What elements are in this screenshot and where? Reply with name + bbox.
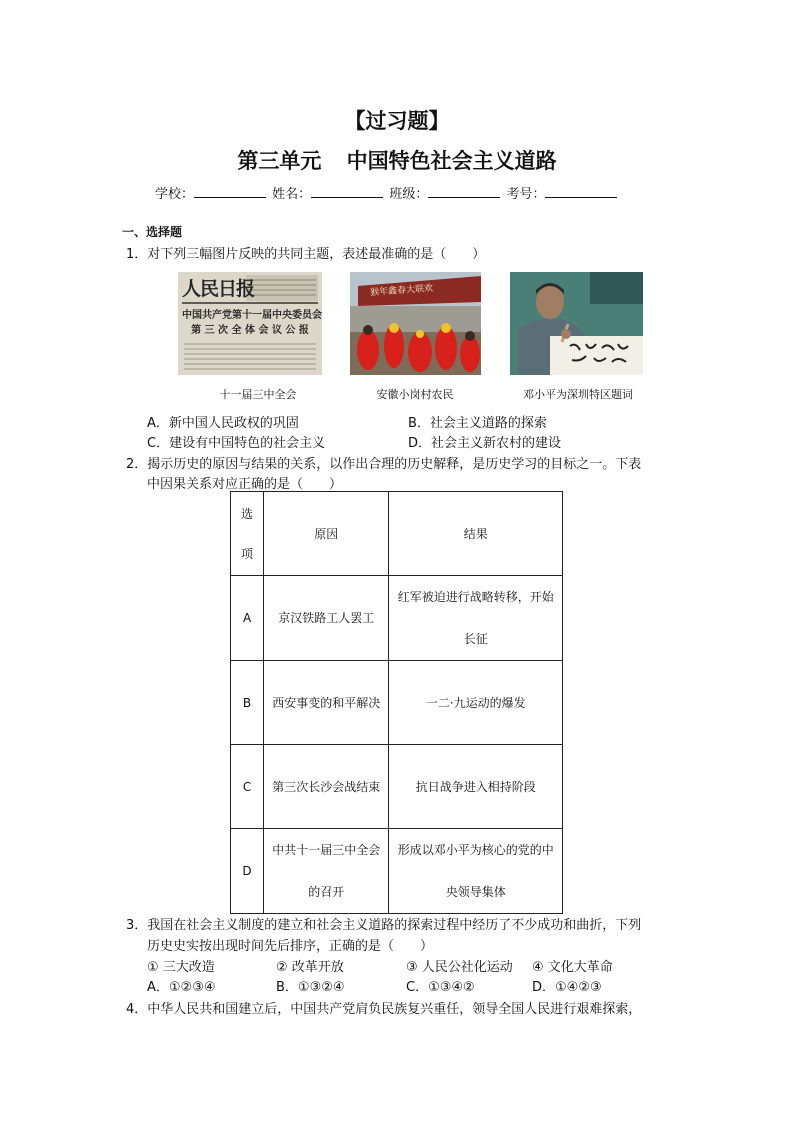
q3-option-b[interactable]: B．①③②④ <box>276 980 345 995</box>
header-option: 选项 <box>231 492 264 576</box>
student-info-line <box>155 183 619 202</box>
q3-stem-line2: 历史史实按出现时间先后排序，正确的是（ ） <box>147 939 434 954</box>
row-d-result: 形成以邓小平为核心的党的中央领导集体 <box>389 829 563 914</box>
unit-number: 第三单元 <box>237 149 322 173</box>
table-header-row <box>231 492 563 576</box>
q2-stem-line2: 中因果关系对应正确的是（ ） <box>147 477 343 492</box>
q1-stem: 1．对下列三幅图片反映的共同主题，表述最准确的是（ ） <box>126 247 486 262</box>
q3-option-a[interactable]: A．①②③④ <box>147 980 216 995</box>
village-banner-text: 猴年鑫春大联欢 <box>369 283 434 299</box>
row-c-cause: 第三次长沙会战结束 <box>264 745 389 829</box>
header-cause: 原因 <box>264 492 389 576</box>
class-blank[interactable] <box>428 184 500 198</box>
name-blank[interactable] <box>311 184 383 198</box>
q3-option-d[interactable]: D．①④②③ <box>532 980 602 995</box>
q3-item-3: ③ 人民公社化运动 <box>406 960 513 975</box>
image-caption-3: 邓小平为深圳特区题词 <box>523 388 633 401</box>
q3-option-c[interactable]: C．①③④② <box>406 980 475 995</box>
header-result: 结果 <box>389 492 563 576</box>
q1-option-a[interactable]: A．新中国人民政权的巩固 <box>147 416 299 431</box>
newspaper-headline-2: 第 三 次 全 体 会 议 公 报 <box>191 325 309 336</box>
row-c-option: C <box>231 745 264 829</box>
table-row <box>231 576 563 661</box>
school-blank[interactable] <box>194 184 266 198</box>
q1-option-d[interactable]: D．社会主义新农村的建设 <box>408 436 562 451</box>
q3-item-1: ① 三大改造 <box>147 960 215 975</box>
row-c-result: 抗日战争进入相持阶段 <box>389 745 563 829</box>
exam-number-label: 考号： <box>506 187 546 202</box>
table-row <box>231 829 563 914</box>
q3-stem-line1: 3．我国在社会主义制度的建立和社会主义道路的探索过程中经历了不少成功和曲折，下列 <box>126 918 642 933</box>
row-d-cause: 中共十一届三中全会的召开 <box>264 829 389 914</box>
row-a-cause: 京汉铁路工人罢工 <box>264 576 389 661</box>
cause-effect-table <box>230 491 563 914</box>
unit-subtitle: 中国特色社会主义道路 <box>346 149 557 173</box>
section-heading: 一、选择题 <box>122 225 183 239</box>
newspaper-headline-1: 中国共产党第十一届中央委员会 <box>182 310 322 321</box>
q3-item-2: ② 改革开放 <box>276 960 344 975</box>
q1-option-c[interactable]: C．建设有中国特色的社会主义 <box>147 436 326 451</box>
exam-number-blank[interactable] <box>545 184 617 198</box>
name-label: 姓名： <box>272 187 312 202</box>
unit-title <box>0 145 794 175</box>
table-row <box>231 661 563 745</box>
row-a-result: 红军被迫进行战略转移，开始长征 <box>389 576 563 661</box>
page-title: 【过习题】 <box>344 109 450 133</box>
table-row <box>231 745 563 829</box>
class-label: 班级： <box>389 187 429 202</box>
newspaper-masthead: 人民日报 <box>182 278 255 300</box>
school-label: 学校： <box>155 187 195 202</box>
xiaogang-village-image <box>350 272 481 375</box>
calligraphy-graphic <box>510 272 643 375</box>
row-b-cause: 西安事变的和平解决 <box>264 661 389 745</box>
row-a-option: A <box>231 576 264 661</box>
q2-stem-line1: 2．揭示历史的原因与结果的关系，以作出合理的历史解释，是历史学习的目标之一。下表 <box>126 457 642 472</box>
image-caption-1: 十一届三中全会 <box>219 388 297 401</box>
row-b-result: 一二·九运动的爆发 <box>389 661 563 745</box>
row-b-option: B <box>231 661 264 745</box>
newspaper-image <box>178 272 322 375</box>
deng-calligraphy-image <box>510 272 643 375</box>
q4-stem-line1: 4．中华人民共和国建立后，中国共产党肩负民族复兴重任，领导全国人民进行艰难探索， <box>126 1002 642 1017</box>
q3-item-4: ④ 文化大革命 <box>532 960 613 975</box>
image-caption-2: 安徽小岗村农民 <box>376 388 454 401</box>
row-d-option: D <box>231 829 264 914</box>
q1-option-b[interactable]: B．社会主义道路的探索 <box>408 416 547 431</box>
